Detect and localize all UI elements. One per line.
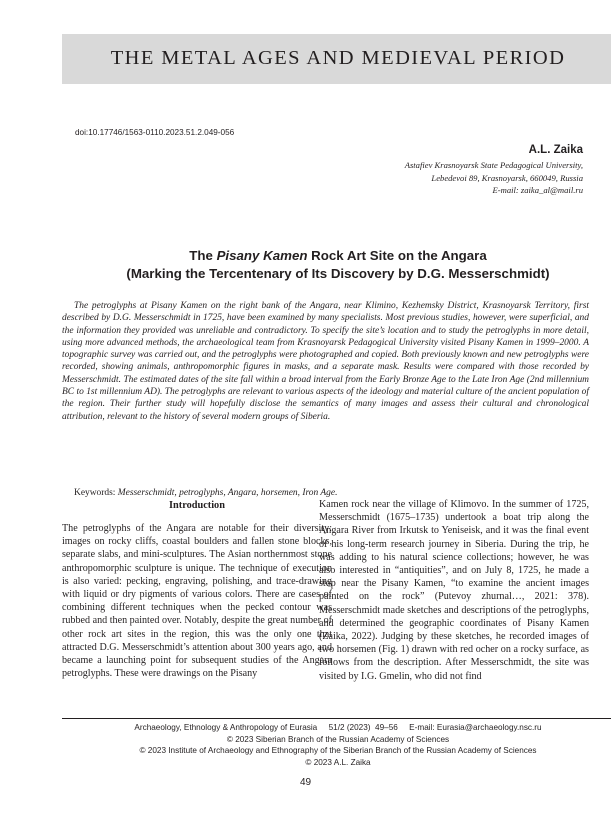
author-block — [405, 144, 583, 197]
affiliation-line-2: Lebedevoi 89, Krasnoyarsk, 660049, Russia — [431, 172, 583, 183]
author-email: E-mail: zaika_al@mail.ru — [492, 185, 583, 195]
title-line-2: (Marking the Tercentenary of Its Discovery by D.G. Messerschmidt) — [126, 266, 550, 281]
footer-journal: Archaeology, Ethnology & Anthropology of Eurasia 51/2 (2023) 49–56 E-mail: Eurasia@archaeology.nsc.ru — [134, 723, 542, 732]
page-number: 49 — [299, 777, 312, 788]
left-column — [62, 522, 332, 680]
section-title: THE METAL AGES AND MEDIEVAL PERIOD — [110, 47, 566, 69]
footer — [62, 722, 611, 768]
affiliation-line-1: Astafiev Krasnoyarsk State Pedagogical University, — [404, 160, 583, 170]
title-italic: Pisany Kamen — [216, 248, 308, 263]
keywords-values: Messerschmidt, petroglyphs, Angara, horsemen, Iron Age. — [117, 488, 338, 498]
title-prefix: The — [189, 248, 217, 263]
author-name: A.L. Zaika — [528, 144, 583, 156]
article-title — [62, 247, 611, 283]
left-column-paragraph: The petroglyphs of the Angara are notable for their diversity: images on rocky cliffs, coastal boulders and fallen stone blocks, separate slabs, and mini-sculptures. The Asian northernmost stone anthropomorphic sculpture is unique. The technique of execution is also varied: pecking, engraving, polishing, and trace-drawing with liquid or dry pigments of various colors. There are cases of combining different techniques when the pecked contour was rubbed and then painted over. Notably, despite the great number of other rock art sites in the region, this was the only one that attracted D.G. Messerschmidt’s attention about 300 years ago, and became a launching point for subsequent studies of the Angara petroglyphs. These were drawings on the Pisany — [62, 523, 332, 680]
right-column — [319, 498, 589, 683]
doi: doi:10.17746/1563-0110.2023.51.2.049-056 — [75, 128, 235, 137]
keywords — [74, 488, 337, 498]
footer-copyright-sb-ras: © 2023 Siberian Branch of the Russian Academy of Sciences — [226, 734, 450, 744]
footer-copyright-author: © 2023 A.L. Zaika — [305, 757, 371, 767]
section-banner — [62, 34, 611, 84]
introduction-heading: Introduction — [169, 500, 225, 511]
abstract: The petroglyphs at Pisany Kamen on the right bank of the Angara, near Klimino, Kezhemsky District, Krasnoyarsk Territory, first described by D.G. Messerschmidt in 1725, have been examined by many specialists. Most previous studies, however, were superficial, and the information they provided was unreliable and contradictory. To specify the site’s location and to study the petroglyphs in more detail, using more advanced methods, the archaeological team from Krasnoyarsk Pedagogical University visited Pisany Kamen in 1999–2000. A topographic survey was carried out, and the petroglyphs were photographed and copied. Both previously known and new petroglyphs were recorded, showing animals, anthropomorphic figures in masks, and a separate mask. Results were compared with those recorded by Messerschmidt. The estimated dates of the site fall within a broad interval from the Early Bronze Age to the Late Iron Age (2nd millennium BC to 1st millennium AD). The petroglyphs are relevant to various aspects of the ideology and material culture of the ancient population of the region. Their further study will hopefully disclose the semantics of many images and assess their cultural and chronological attribution, relevant to the history of several modern groups of Siberia. — [62, 301, 589, 422]
footer-divider — [62, 718, 611, 719]
keywords-label: Keywords: — [74, 488, 118, 498]
title-line-1 — [62, 247, 611, 265]
right-column-paragraph: Kamen rock near the village of Klimovo. In the summer of 1725, Messerschmidt (1675–1735) undertook a boat trip along the Angara River from Irkutsk to Yeniseisk, and it was the final event of his long-term research journey in Siberia. During the trip, he was adding to his natural science collections; however, he was also interested in “antiquities”, and on July 8, 1725, he made a stop near the Pisany Kamen, “to examine the ancient images painted on the rock” (Putevoy zhurnal…, 2021: 378). Messerschmidt made sketches and descriptions of the petroglyphs, and determined the geographic coordinates of Pisany Kamen (Zaika, 2022). Judging by these sketches, he recorded images of two horsemen (Fig. 1) drawn with red ocher on a rocky surface, as follows from the description. After Messerschmidt, the site was visited by I.G. Gmelin, who did not find — [319, 499, 589, 682]
footer-journal-line — [62, 722, 611, 734]
title-line-1-rest: Rock Art Site on the Angara — [307, 248, 487, 263]
footer-copyright-institute: © 2023 Institute of Archaeology and Ethnography of the Siberian Branch of the Russian Academy of Sciences — [139, 746, 537, 755]
